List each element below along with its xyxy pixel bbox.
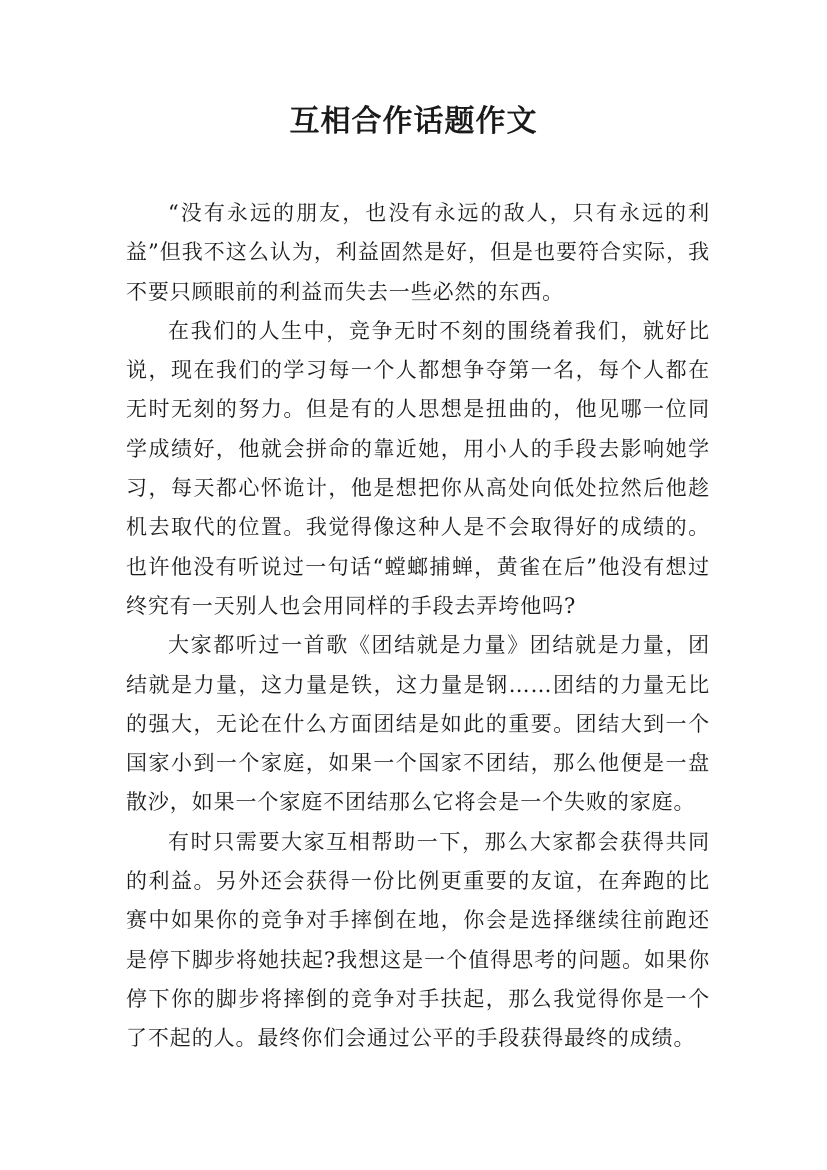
document-body [126,194,710,1059]
paragraph-2: 在我们的人生中，竞争无时不刻的围绕着我们，就好比说，现在我们的学习每一个人都想争夺第一名，每个人都在无时无刻的努力。但是有的人思想是扭曲的，他见哪一位同学成绩好，他就会拼命的靠近她，用小人的手段去影响她学习，每天都心怀诡计，他是想把你从高处向低处拉然后他趁机去取代的位置。我觉得像这种人是不会取得好的成绩的。也许他没有听说过一句话“螳螂捕蝉，黄雀在后”他没有想过终究有一天别人也会用同样的手段去弄垮他吗? [126,318,710,618]
paragraph-1: “没有永远的朋友，也没有永远的敌人，只有永远的利益”但我不这么认为，利益固然是好，但是也要符合实际，我不要只顾眼前的利益而失去一些必然的东西。 [126,201,710,304]
paragraph-4: 有时只需要大家互相帮助一下，那么大家都会获得共同的利益。另外还会获得一份比例更重要的友谊，在奔跑的比赛中如果你的竞争对手摔倒在地，你会是选择继续往前跑还是停下脚步将她扶起?我想这是一个值得思考的问题。如果你停下你的脚步将摔倒的竞争对手扶起，那么我觉得你是一个了不起的人。最终你们会通过公平的手段获得最终的成绩。 [126,829,710,1051]
document-title: 互相合作话题作文 [289,104,538,139]
paragraph-3: 大家都听过一首歌《团结就是力量》团结就是力量，团结就是力量，这力量是铁，这力量是钢……团结的力量无比的强大，无论在什么方面团结是如此的重要。团结大到一个国家小到一个家庭，如果一个国家不团结，那么他便是一盘散沙，如果一个家庭不团结那么它将会是一个失败的家庭。 [126,633,710,815]
